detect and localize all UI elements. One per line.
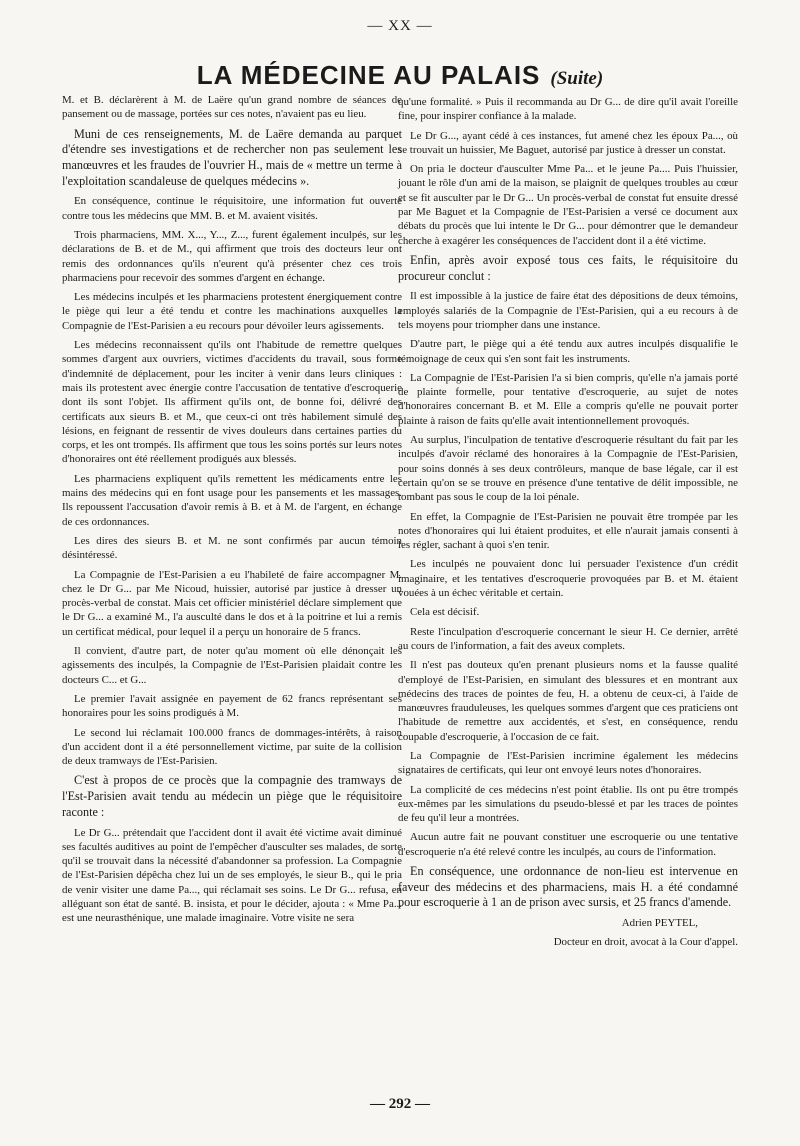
paragraph: Les médecins inculpés et les pharmaciens protestent énergiquement contre le piège qui leur a été tendu et contre les machinations auxquelles la Compagnie de l'Est-Parisien a eu recours pour dévoiler leurs agissements. <box>62 291 402 332</box>
right-column <box>398 95 738 955</box>
left-column <box>62 93 402 931</box>
paragraph: D'autre part, le piège qui a été tendu aux autres inculpés disqualifie le témoignage de ceux qui s'en sont fait les instruments. <box>398 338 738 365</box>
paragraph: La Compagnie de l'Est-Parisien incrimine également les médecins signataires de certificats, qui leur ont envoyé leurs notes d'honoraires. <box>398 749 738 777</box>
paragraph: La complicité de ces médecins n'est point établie. Ils ont pu être trompés eux-mêmes par les simulations du pseudo-blessé et par les traces de pointes de feu qu'il leur a montrées. <box>398 783 738 825</box>
paragraph: C'est à propos de ce procès que la compagnie des tramways de l'Est-Parisien avait tendu au médecin un piège que le réquisitoire raconte : <box>62 773 402 819</box>
paragraph: Trois pharmaciens, MM. X..., Y..., Z..., furent également inculpés, sur les déclarations de B. et de M., qui affirment que trois des docteurs leur ont remis des ordonnances qu'ils n'eurent qu'à présenter chez ces trois pharmaciens pour recevoir des sommes d'argent en échange. <box>62 229 402 284</box>
paragraph: Au surplus, l'inculpation de tentative d'escroquerie résultant du fait par les inculpés d'avoir réclamé des honoraires à la Compagnie de l'Est-Parisien, pour soins donnés à ses deux contrôleurs, manque de base légale, car il est certain qu'on se se trouve en présence d'une tentative de délit impossible, ne tombant pas sous le coup de la loi pénale. <box>398 434 738 504</box>
paragraph: En effet, la Compagnie de l'Est-Parisien ne pouvait être trompée par les notes d'honoraires qui lui étaient produites, et elle n'aurait jamais consenti à les régler, sachant à quoi s'en tenir. <box>398 510 738 552</box>
article-title-suite: (Suite) <box>550 68 604 89</box>
paragraph: qu'une formalité. » Puis il recommanda au Dr G... de dire qu'il avait l'oreille fine, pour inspirer confiance à la malade. <box>398 96 738 123</box>
paragraph: Reste l'inculpation d'escroquerie concernant le sieur H. Ce dernier, arrêté au cours de l'information, a fait des aveux complets. <box>398 625 738 652</box>
paragraph: Les médecins reconnaissent qu'ils ont l'habitude de remettre quelques sommes d'argent aux ouvriers, victimes d'accidents du travail, sous forme d'indemnité de déplacement, pour les inciter à venir dans leurs cliniques : mais ils protestent avec énergie contre l'accusation de tentative d'escroquerie dont ils sont l'objet. Ils affirment qu'ils ont, de bonne foi, délivré des certificats aux sieurs B. et M., que ceux-ci ont très habilement simulé des lésions, en feignant de ressentir de vives douleurs dans certaines parties du corps, et les ont trompés. Ils affirment que tous les soins portés sur leurs notes d'honoraires ont été réellement prodigués aux blessés. <box>62 339 402 466</box>
paragraph: Il est impossible à la justice de faire état des dépositions de deux témoins, employés salariés de la Compagnie de l'Est-Parisien, qui a eu recours à de tels moyens pour triompher dans une instance. <box>398 290 738 331</box>
signature-name: Adrien PEYTEL, <box>621 917 698 930</box>
paragraph: Il convient, d'autre part, de noter qu'au moment où elle dénonçait les agissements des inculpés, la Compagnie de l'Est-Parisien plaidait contre les docteurs C... et G... <box>62 645 402 686</box>
article-title-main: LA MÉDECINE AU PALAIS <box>196 60 541 90</box>
paragraph: En conséquence, une ordonnance de non-lieu est intervenue en faveur des médecins et des pharmaciens, mais H. a été condamné pour escroquerie à 1 an de prison avec sursis, et 25 francs d'amende. <box>398 864 738 910</box>
paragraph: La Compagnie de l'Est-Parisien l'a si bien compris, qu'elle n'a jamais porté de plainte formelle, pour tentative d'escroquerie, au sujet de notes d'honoraires concernant B. et M. Elle a compris qu'elle ne pouvait porter plainte à raison de faits qu'elle avait intentionnellement provoqués. <box>398 371 738 427</box>
signature-title: Docteur en droit, avocat à la Cour d'appel. <box>553 936 738 949</box>
paragraph: Le Dr G..., ayant cédé à ces instances, fut amené chez les époux Pa..., où se trouvait un huissier, Me Baguet, autorisé par justice à dresser un constat. <box>398 129 738 156</box>
paragraph: Les inculpés ne pouvaient donc lui persuader l'existence d'un crédit imaginaire, et les tentatives d'escroquerie provoquées par B. et M. étaient vouées à un échec véritable et certain. <box>398 558 738 600</box>
paragraph: Le second lui réclamait 100.000 francs de dommages-intérêts, à raison d'un accident dont il a été personnellement victime, par suite de la collision de deux tramways de l'Est-Parisien. <box>62 726 402 768</box>
paragraph: On pria le docteur d'ausculter Mme Pa... et le jeune Pa.... Puis l'huissier, jouant le rôle d'un ami de la maison, se plaignit de quelques troubles au cœur et se fit ausculter par le Dr G... Un procès-verbal de constat fut ensuite dressé par Me Baguet et la Compagnie de l'Est-Parisien a versé ce document aux débats du procès que lui intente le Dr G... pour démontrer que le demandeur cherche à exagérer les conséquences de l'accident dont il a été victime. <box>398 163 738 247</box>
section-header: — XX — <box>367 18 433 34</box>
paragraph: Les dires des sieurs B. et M. ne sont confirmés par aucun témoin désintéressé. <box>62 534 402 562</box>
paragraph: Muni de ces renseignements, M. de Laëre demanda au parquet d'étendre ses investigations et de rechercher non pas seulement les manœuvres et les fraudes de l'ouvrier H., mais de « mettre un terme à l'exploitation scandaleuse de quelques médecins ». <box>62 126 402 188</box>
paragraph: Cela est décisif. <box>410 606 480 619</box>
paragraph: Le Dr G... prétendait que l'accident dont il avait été victime avait diminué ses facultés auditives au point de l'empêcher d'ausculter ses malades, de sorte qu'il se trouvait dans la nécessité d'abandonner sa profession. La Compagnie de l'Est-Parisien dépêcha chez lui un de ses employés, le sieur B., qui le pria de venir visiter une dame Pa..., qui réclamait ses soins. Le Dr G... refusa, en alléguant son état de santé. B. insista, et pour le décider, ajouta : « Mme Pa... est une neurasthénique, une malade imaginaire. Votre visite ne sera <box>62 826 402 925</box>
paragraph: Aucun autre fait ne pouvant constituer une escroquerie ou une tentative d'escroquerie n'a été relevé contre les inculpés, au cours de l'information. <box>398 831 738 858</box>
page-number: — 292 — <box>370 1096 430 1112</box>
paragraph: Les pharmaciens expliquent qu'ils remettent les médicaments entre les mains des médecins qui en font usage pour les pansements et les massages. Ils repoussent l'accusation d'avoir remis à B. et à M. de l'argent, en échange de ces ordonnances. <box>62 472 402 528</box>
article-title <box>0 60 800 91</box>
paragraph: M. et B. déclarèrent à M. de Laëre qu'un grand nombre de séances de pansement ou de massage, portées sur ces notes, n'avaient pas eu lieu. <box>62 94 402 121</box>
paragraph: Il n'est pas douteux qu'en prenant plusieurs noms et la fausse qualité d'employé de l'Est-Parisien, en simulant des blessures et en montrant aux médecins des traces de pointes de feu, H. a obtenu de ceux-ci, à l'aide de manœuvres frauduleuses, les quelques sommes d'argent que ces praticiens ont l'habitude de remettre aux accidentés, et s'est, en conséquence, rendu coupable d'escroquerie, à l'occasion de ce fait. <box>398 659 738 743</box>
paragraph: En conséquence, continue le réquisitoire, une information fut ouverte contre tous les médecins que MM. B. et M. avaient visités. <box>62 195 402 222</box>
paragraph: Enfin, après avoir exposé tous ces faits, le réquisitoire du procureur conclut : <box>398 252 738 283</box>
paragraph: La Compagnie de l'Est-Parisien a eu l'habileté de faire accompagner M. chez le Dr G... par Me Nicoud, huissier, autorisé par justice à dresser un procès-verbal de constat. Mais cet officier ministériel déclare simplement que le Dr G... a examiné M., l'a ausculté dans le dos et à la poitrine et lui a remis un certificat médical, pour lequel il a perçu un honoraire de 5 francs. <box>62 568 402 638</box>
paragraph: Le premier l'avait assignée en payement de 62 francs représentant ses honoraires pour les soins prodigués à M. <box>62 692 402 720</box>
